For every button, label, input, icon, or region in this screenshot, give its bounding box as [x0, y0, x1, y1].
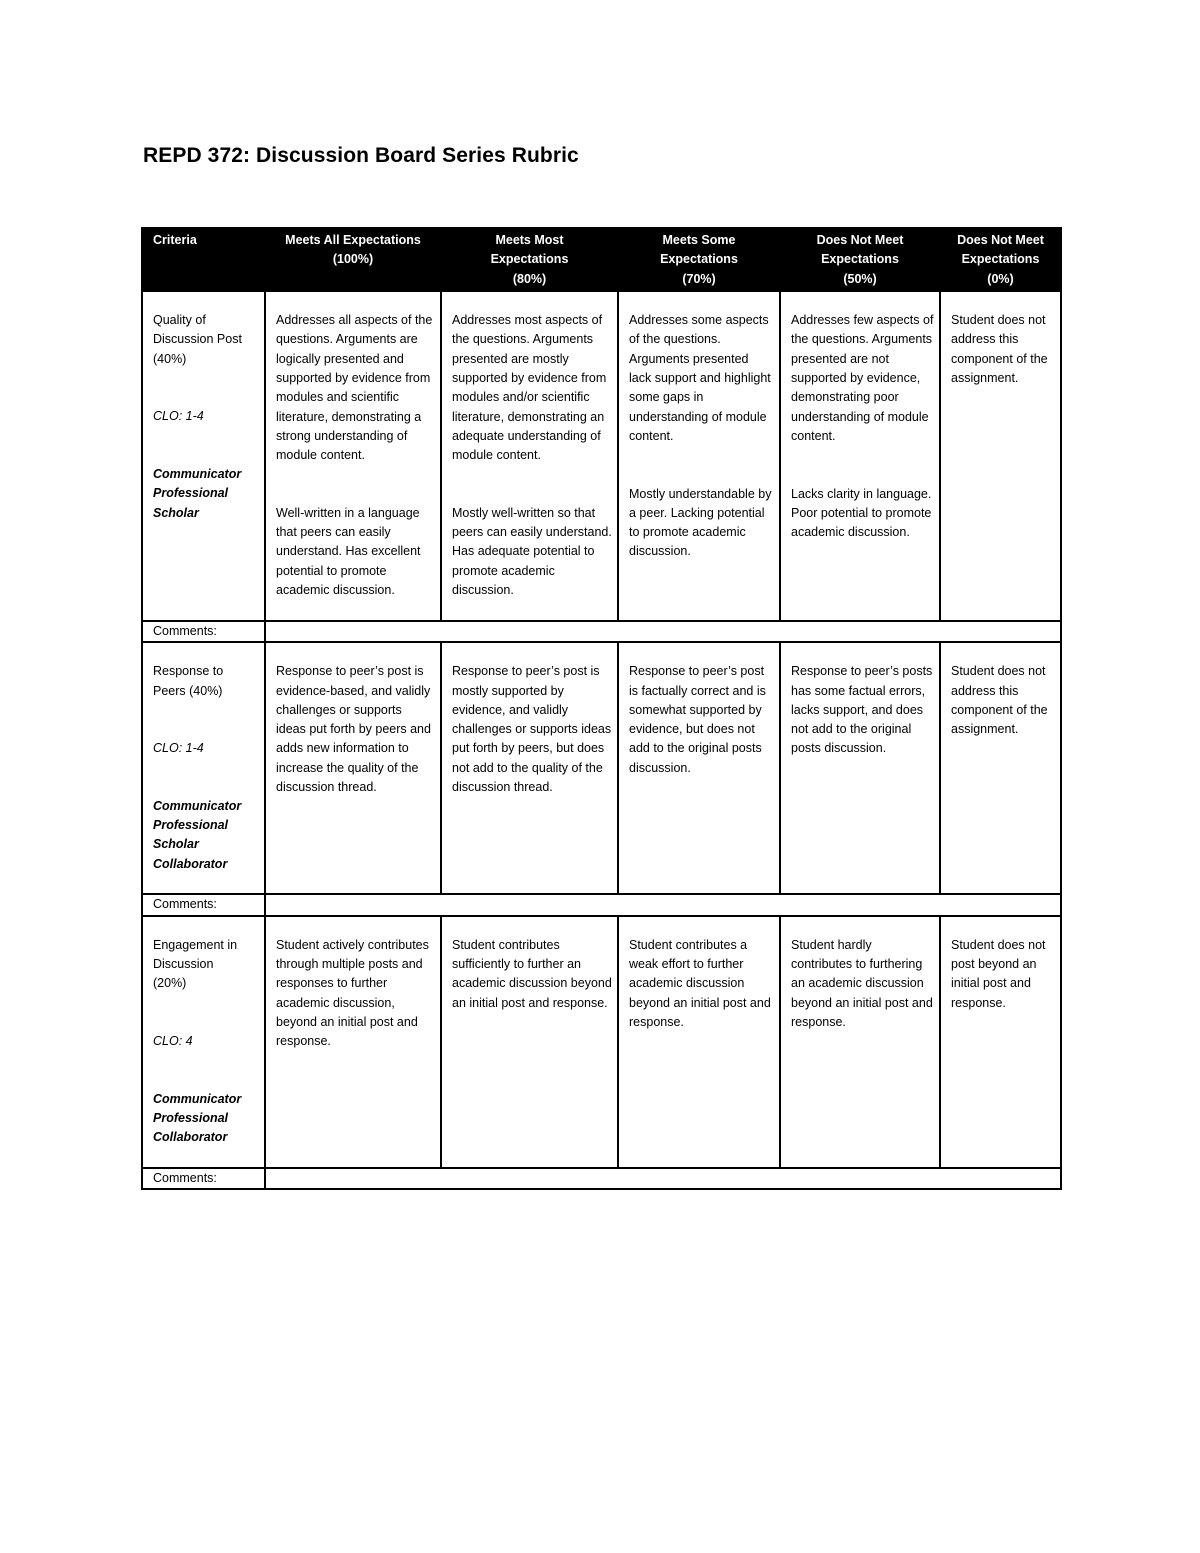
- comments-row: [142, 894, 1061, 915]
- descriptor-text: Response to peer’s post is evidence-based, and validly challenges or supports ideas put forth by peers and adds new information to increase the quality of the discussion thread.: [276, 664, 431, 795]
- level-cell: [940, 916, 1061, 1168]
- descriptor-text: Student does not address this component of the assignment.: [951, 664, 1048, 737]
- descriptor-text: Student contributes a weak effort to further academic discussion beyond an initial post and response.: [629, 937, 771, 1029]
- level-cell: [441, 291, 618, 621]
- level-cell: [618, 291, 780, 621]
- criterion-roles: Communicator Professional Collaborator: [153, 1091, 242, 1145]
- descriptor-text: Student hardly contributes to furthering an academic discussion beyond an initial post and response.: [791, 937, 933, 1029]
- criterion-row-response: [142, 642, 1061, 894]
- comments-row: [142, 1168, 1061, 1189]
- criterion-cell: [142, 291, 265, 621]
- descriptor-text: Mostly understandable by a peer. Lacking potential to promote academic discussion.: [629, 486, 772, 559]
- criterion-cell: [142, 642, 265, 894]
- header-criteria: Criteria: [142, 228, 265, 291]
- level-cell: [618, 642, 780, 894]
- level-cell: [441, 916, 618, 1168]
- comments-row: [142, 621, 1061, 642]
- level-cell: [940, 291, 1061, 621]
- level-cell: [265, 642, 441, 894]
- header-level-70: Meets Some Expectations (70%): [618, 228, 780, 291]
- page-title: REPD 372: Discussion Board Series Rubric: [143, 144, 579, 167]
- descriptor-text: Student does not post beyond an initial post and response.: [951, 937, 1046, 1010]
- criterion-name: Engagement in Discussion (20%): [153, 937, 238, 991]
- rubric-table: [141, 227, 1062, 1190]
- criterion-row-engagement: [142, 916, 1061, 1168]
- level-cell: [940, 642, 1061, 894]
- level-cell: [780, 916, 940, 1168]
- criterion-roles: Communicator Professional Scholar: [153, 466, 242, 520]
- descriptor-text: Response to peer’s post is factually correct and is somewhat supported by evidence, but does not add to the original posts discussion.: [629, 664, 766, 775]
- descriptor-text: Addresses most aspects of the questions. Arguments presented are mostly supported by evidence from modules and/or scientific literature, demonstrating an adequate understanding of module content.: [452, 313, 607, 463]
- comments-label: Comments:: [142, 1168, 265, 1189]
- descriptor-text: Well-written in a language that peers can easily understand. Has excellent potential to promote academic discussion.: [276, 505, 421, 598]
- descriptor-text: Student does not address this component of the assignment.: [951, 313, 1048, 386]
- criterion-clo: CLO: 1-4: [153, 409, 204, 424]
- descriptor-text: Addresses all aspects of the questions. Arguments are logically presented and supported by evidence from modules and scientific literature, demonstrating a strong understanding of module content.: [276, 313, 433, 463]
- comments-label: Comments:: [142, 894, 265, 915]
- descriptor-text: Student actively contributes through multiple posts and responses to further academic discussion, beyond an initial post and response.: [276, 937, 429, 1049]
- comments-field[interactable]: [265, 1168, 1061, 1189]
- descriptor-text: Addresses some aspects of the questions. Arguments presented lack support and highlight some gaps in understanding of module content.: [629, 313, 771, 443]
- level-cell: [441, 642, 618, 894]
- descriptor-text: Lacks clarity in language. Poor potential to promote academic discussion.: [791, 486, 932, 540]
- descriptor-text: Response to peer’s posts has some factual errors, lacks support, and does not add to the original posts discussion.: [791, 664, 933, 756]
- descriptor-text: Response to peer’s post is mostly supported by evidence, and validly challenges or supports ideas put forth by peers, but does not add to the quality of the discussion thread.: [452, 664, 612, 795]
- level-cell: [618, 916, 780, 1168]
- comments-label: Comments:: [142, 621, 265, 642]
- criterion-clo: CLO: 4: [153, 1033, 193, 1048]
- level-cell: [780, 642, 940, 894]
- level-cell: [265, 916, 441, 1168]
- descriptor-text: Student contributes sufficiently to further an academic discussion beyond an initial post and response.: [452, 937, 612, 1010]
- level-cell: [265, 291, 441, 621]
- criterion-row-quality: [142, 291, 1061, 621]
- header-level-50: Does Not Meet Expectations (50%): [780, 228, 940, 291]
- descriptor-text: Addresses few aspects of the questions. Arguments presented are not supported by evidence, demonstrating poor understanding of module content.: [791, 313, 934, 443]
- rubric-header-row: [142, 228, 1061, 291]
- header-level-80: Meets Most Expectations (80%): [441, 228, 618, 291]
- comments-field[interactable]: [265, 621, 1061, 642]
- comments-field[interactable]: [265, 894, 1061, 915]
- criterion-roles: Communicator Professional Scholar Collaborator: [153, 798, 242, 871]
- criterion-name: Response to Peers (40%): [153, 664, 224, 698]
- header-level-0: Does Not Meet Expectations (0%): [940, 228, 1061, 291]
- descriptor-text: Mostly well-written so that peers can easily understand. Has adequate potential to promote academic discussion.: [452, 505, 612, 598]
- criterion-cell: [142, 916, 265, 1168]
- level-cell: [780, 291, 940, 621]
- criterion-clo: CLO: 1-4: [153, 741, 204, 756]
- header-level-100: Meets All Expectations (100%): [265, 228, 441, 291]
- criterion-name: Quality of Discussion Post (40%): [153, 313, 242, 366]
